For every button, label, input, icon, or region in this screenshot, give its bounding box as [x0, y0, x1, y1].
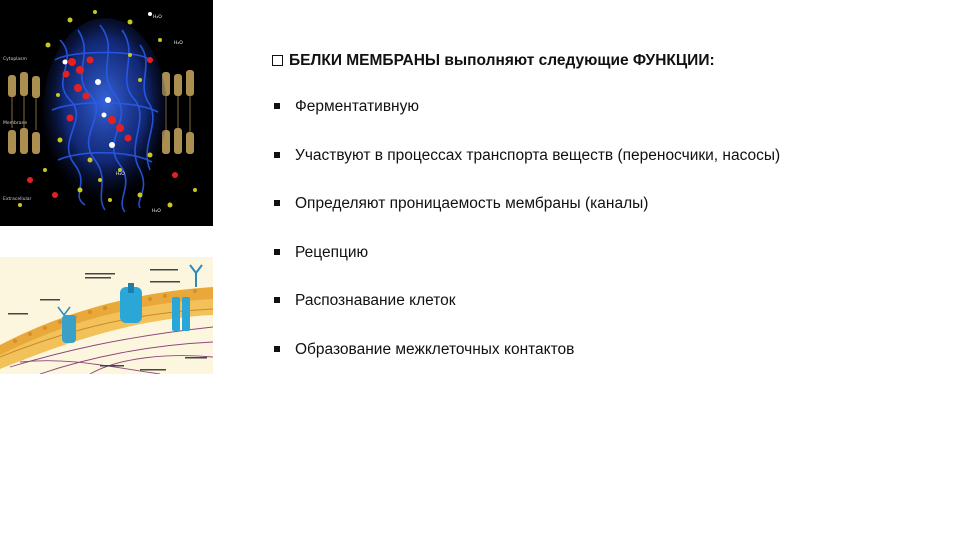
- title-text: БЕЛКИ МЕМБРАНЫ выполняют следующие ФУНКЦИИ:: [289, 52, 715, 69]
- square-bullet-icon: [274, 346, 280, 352]
- list-item: [272, 147, 780, 196]
- label-extracellular: Extracellular: [3, 197, 32, 202]
- list-item-text: Рецепцию: [295, 243, 369, 261]
- label-h2o: H₂O: [153, 15, 162, 20]
- list-item: [272, 292, 780, 341]
- label-h2o: H₂O: [116, 172, 125, 177]
- list-item-text: Определяют проницаемость мембраны (каналы): [295, 195, 649, 212]
- membrane-proteins-diagram: [0, 257, 213, 374]
- label-h2o: H₂O: [174, 41, 183, 46]
- membrane-protein-illustration: [0, 0, 213, 226]
- functions-list: [272, 98, 780, 389]
- list-item-text: Ферментативную: [295, 98, 419, 115]
- square-bullet-icon: [274, 103, 280, 109]
- list-item-text: Участвуют в процессах транспорта веществ (переносчики, насосы): [295, 146, 781, 164]
- square-bullet-icon: [274, 249, 280, 255]
- square-bullet-icon: [274, 152, 280, 158]
- list-item: [272, 98, 780, 147]
- list-item: [272, 244, 780, 293]
- square-bullet-icon: [274, 297, 280, 303]
- checkbox-bullet-icon: [272, 55, 283, 66]
- label-cytoplasm: Cytoplasm: [3, 57, 27, 62]
- list-item: [272, 341, 780, 390]
- list-item: [272, 195, 780, 244]
- list-item-text: Образование межклеточных контактов: [295, 340, 575, 358]
- square-bullet-icon: [274, 200, 280, 206]
- label-membrane: Membrane: [3, 121, 28, 126]
- slide-title: [272, 52, 715, 70]
- list-item-text: Распознавание клеток: [295, 292, 456, 309]
- label-h2o: H₂O: [152, 209, 161, 214]
